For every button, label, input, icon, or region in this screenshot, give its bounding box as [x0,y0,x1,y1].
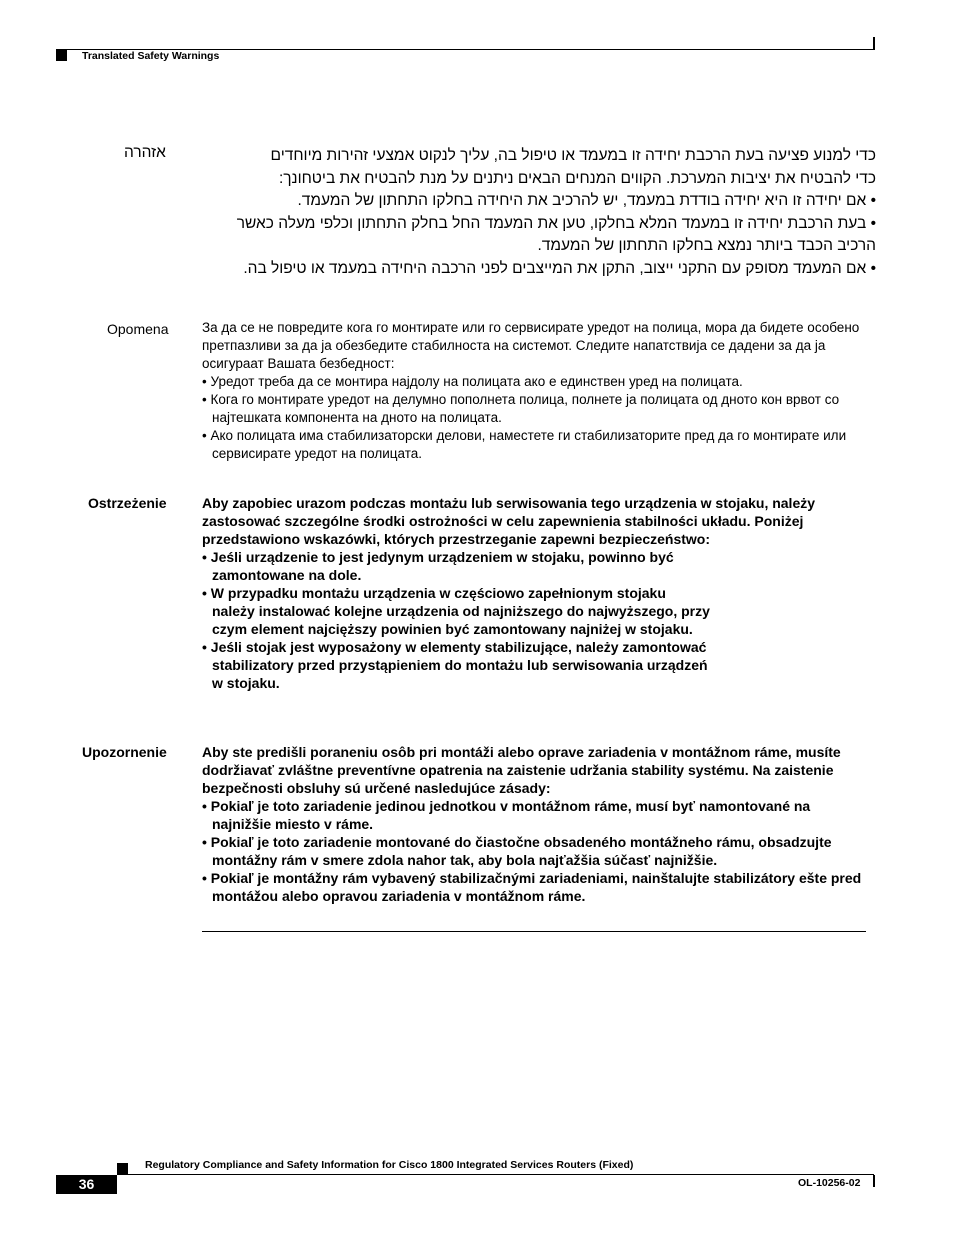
warning-label: Ostrzeżenie [88,495,167,511]
header-section-title: Translated Safety Warnings [82,50,220,62]
warning-intro: Aby zapobiec urazom podczas montażu lub serwisowania tego urządzenia w stojaku, należy zastosować szczególne środki ostrożności w celu zapewnienia stabilności układu. Poniżej przedstawiono wskazówki, których przestrzeganie zapewni bezpieczeństwo: [202,495,816,547]
section-end-rule [202,931,866,932]
warning-intro: За да се не повредите кога го монтирате или го сервисирате уредот на полица, мора да бидете особено претпазливи за да ја обезбедите стабилноста на системот. Следите напатствија се дадени за да ја осигураат Вашата безбедност: [202,320,860,371]
warning-bullet: • Jeśli urządzenie to jest jedynym urządzeniem w stojaku, powinno być zamontowane na dole. [202,548,712,584]
warning-bullet-list [202,797,867,905]
warning-intro: Aby ste predišli poraneniu osôb pri montáži alebo oprave zariadenia v montážnom ráme, musíte dodržiavať zvláštne preventívne opatrenia na zaistenie udržania stability systému. Na zaistenie bezpečnosti obsluhy sú určené nasledujúce zásady: [202,744,841,796]
header-marker [56,50,67,61]
warning-bullet: • אם המעמד מסופק עם התקני ייצוב, התקן את המייצבים לפני הרכבה היחידה במעמד או טיפול בה. [202,258,876,281]
footer-document-title: Regulatory Compliance and Safety Information for Cisco 1800 Integrated Services Routers (Fixed) [145,1159,634,1171]
warning-body [202,494,862,692]
warning-bullet: • בעת הרכבת יחידה זו במעמד המלא בחלקו, טען את המעמד החל בחלק התחתון וכלפי מעלה כאשר הרכיב הכבד ביותר נמצא בחלקו התחתון של המעמד. [202,213,876,258]
warning-body [202,319,867,463]
warning-bullet-list [202,373,867,463]
warning-bullet: • Ако полицата има стабилизаторски делови, наместете ги стабилизаторите пред да го монтирате или сервисирате уредот на полицата. [202,427,867,463]
warning-bullet-list [202,190,876,280]
warning-bullet: • Pokiaľ je toto zariadenie jedinou jednotkou v montážnom ráme, musí byť namontované na najnižšie miesto v ráme. [202,797,867,833]
warning-bullet: • Pokiaľ je montážny rám vybavený stabilizačnými zariadeniami, nainštalujte stabilizátory ešte pred montážou alebo opravou zariadenia v montážnom ráme. [202,869,867,905]
warning-bullet: • אם יחידה זו היא יחידה בודדת במעמד, יש להרכיב את היחידה בחלקו התחתון של המעמד. [202,190,876,213]
warning-bullet-list [202,548,712,692]
page-number: 36 [56,1175,117,1194]
document-id: OL-10256-02 [798,1177,861,1189]
warning-bullet: • W przypadku montażu urządzenia w częściowo zapełnionym stojaku należy instalować kolejne urządzenia od najniższego do najwyższego, przy czym element najcięższy powinien być zamontowany najniżej w stojaku. [202,584,712,638]
warning-intro-line: כדי להבטיח את יציבות המערכת. הקווים המנחים הבאים ניתנים על מנת להבטיח את ביטחונך: [278,169,876,187]
warning-bullet: • Кога го монтирате уредот на делумно пополнета полица, полнете ја полицата од дното кон врвот со најтешката компонента на дното на полицата. [202,391,867,427]
warning-label: Upozornenie [82,744,167,760]
warning-bullet: • Уредот треба да се монтира најдолу на полицата ако е единствен уред на полицата. [202,373,867,391]
warning-body [202,145,876,280]
warning-label: Opomena [107,321,169,337]
footer-rule [117,1174,874,1175]
warning-body [202,743,867,905]
warning-bullet: • Pokiaľ je toto zariadenie montované do čiastočne obsadeného montážneho rámu, obsadzujte montážny rám v smere zdola nahor tak, aby bola najťažšia súčasť najnižšie. [202,833,867,869]
footer-marker [117,1163,128,1174]
warning-bullet: • Jeśli stojak jest wyposażony w elementy stabilizujące, należy zamontować stabilizatory przed przystąpieniem do montażu lub serwisowania urządzeń w stojaku. [202,638,712,692]
footer-tick-mark [873,1175,875,1187]
warning-intro-line: כדי למנוע פציעה בעת הרכבת יחידה זו במעמד או טיפול בה, עליך לנקוט אמצעי זהירות מיוחדים [270,147,876,164]
warning-label: אזהרה [124,144,166,161]
